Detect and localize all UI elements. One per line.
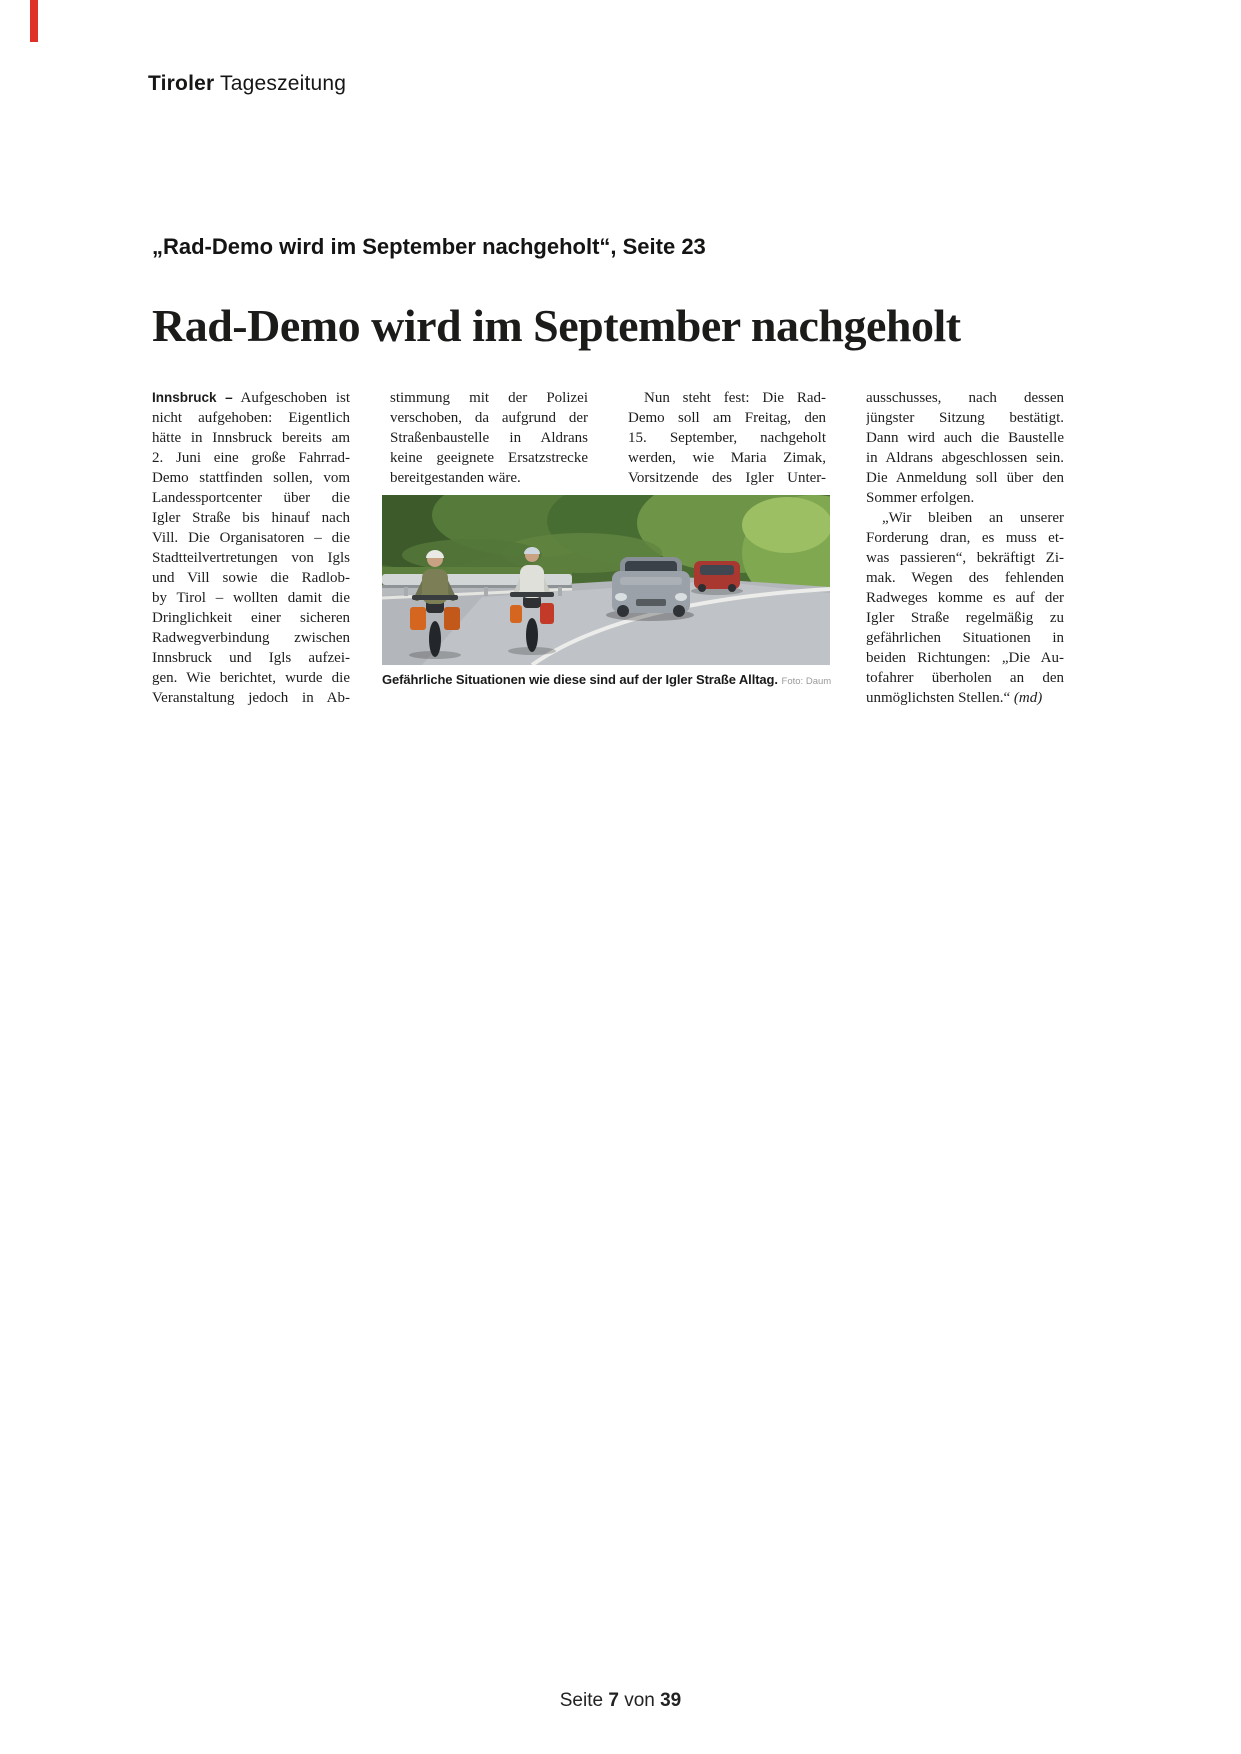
article-text-line: Straßenbaustelle in Aldrans xyxy=(390,430,588,446)
article-photo xyxy=(382,495,830,665)
newspaper-clipping xyxy=(152,300,1065,715)
article-text-line: Nun steht fest: Die Rad- xyxy=(644,390,826,406)
article-text-line: Sommer erfolgen. xyxy=(866,490,975,506)
article-lead-rest: Aufgeschoben ist xyxy=(240,390,350,406)
article-text-line: gefährlichen Situationen in xyxy=(866,630,1064,646)
article-text-line: Stadtteilvertretungen von Igls xyxy=(152,550,350,566)
article-text-line: Igler Straße regelmäßig zu xyxy=(866,610,1064,626)
footer-seite-label: Seite xyxy=(559,1690,604,1711)
footer-total-pages: 39 xyxy=(660,1690,682,1711)
article-text-line: Dringlichkeit einer sicheren xyxy=(152,610,350,626)
article-text-line: „Wir bleiben an unserer xyxy=(882,510,1064,526)
article-column-4 xyxy=(866,388,1064,708)
article-text-line: keine geeignete Ersatzstrecke xyxy=(390,450,588,466)
publication-name-rest: Tageszeitung xyxy=(214,72,347,95)
article-text-line: was passieren“, bekräftigt Zi- xyxy=(866,550,1064,566)
article-text-line: stimmung mit der Polizei xyxy=(390,390,588,406)
publication-name xyxy=(148,72,346,96)
article-text-line: Veranstaltung jedoch in Ab- xyxy=(152,690,350,706)
article-text-line: Radweges komme es auf der xyxy=(866,590,1064,606)
article-text-line: 15. September, nachgeholt xyxy=(628,430,826,446)
article-text-line: unmöglichsten Stellen.“ (md) xyxy=(866,690,1043,706)
article-text-line: hätte in Innsbruck bereits am xyxy=(152,430,350,446)
article-text-line: Die Anmeldung soll über den xyxy=(866,470,1064,486)
article-column-1-lines xyxy=(152,408,350,708)
article-text-line: 2. Juni eine große Fahrrad- xyxy=(152,450,350,466)
publication-name-bold: Tiroler xyxy=(148,72,215,95)
article-headline: Rad-Demo wird im September nachgeholt xyxy=(152,300,961,351)
footer-von-label: von xyxy=(624,1690,655,1711)
article-text-line: Igler Straße bis hinauf nach xyxy=(152,510,350,526)
article-text-line: und Vill sowie die Radlob- xyxy=(152,570,350,586)
article-text-line: jüngster Sitzung bestätigt. xyxy=(866,410,1064,426)
article-text-line: in Aldrans abgeschlossen sein. xyxy=(866,450,1064,466)
article-text-line: bereitgestanden wäre. xyxy=(390,470,521,486)
article-text-line: Vorsitzende des Igler Unter- xyxy=(628,470,826,486)
article-text-line: by Tirol – wollten damit die xyxy=(152,590,350,606)
footer-current-page: 7 xyxy=(608,1690,619,1711)
article-text-line: werden, wie Maria Zimak, xyxy=(628,450,826,466)
article-text-line: Demo stattfinden sollen, vom xyxy=(152,470,350,486)
article-column-2-lines xyxy=(390,388,588,488)
article-text-line: mak. Wegen des fehlenden xyxy=(866,570,1064,586)
article-text-line: verschoben, da aufgrund der xyxy=(390,410,588,426)
article-text-line: beiden Richtungen: „Die Au- xyxy=(866,650,1064,666)
article-column-1 xyxy=(152,388,350,708)
article-text-line: tofahrer überholen an den xyxy=(866,670,1064,686)
article-text-line: ausschusses, nach dessen xyxy=(866,390,1064,406)
article-lead-location: Innsbruck – xyxy=(152,390,233,405)
page-footer xyxy=(0,1690,1241,1712)
article-text-line: Forderung dran, es muss et- xyxy=(866,530,1064,546)
photo-caption-text: Gefährliche Situationen wie diese sind auf der Igler Straße Alltag. xyxy=(382,672,778,687)
scan-red-mark xyxy=(30,0,38,42)
article-text-line: gen. Wie berichtet, wurde die xyxy=(152,670,350,686)
article-text-line: nicht aufgehoben: Eigentlich xyxy=(152,410,350,426)
article-text-line: Innsbruck und Igls aufzei- xyxy=(152,650,350,666)
photo-caption xyxy=(382,671,857,691)
article-text-line: Vill. Die Organisatoren – die xyxy=(152,530,350,546)
article-text-line: Demo soll am Freitag, den xyxy=(628,410,826,426)
article-column-3-lines xyxy=(628,388,826,488)
article-text-line: Landessportcenter über die xyxy=(152,490,350,506)
road-scene-illustration xyxy=(382,495,830,665)
article-text-line: Dann wird auch die Baustelle xyxy=(866,430,1064,446)
photo-credit: Foto: Daum xyxy=(781,676,832,687)
subject-line: „Rad-Demo wird im September nachgeholt“, Seite 23 xyxy=(152,234,706,259)
article-column-4-lines xyxy=(866,388,1064,708)
article-text-line: Radwegverbindung zwischen xyxy=(152,630,350,646)
article-lead-line xyxy=(152,388,350,408)
